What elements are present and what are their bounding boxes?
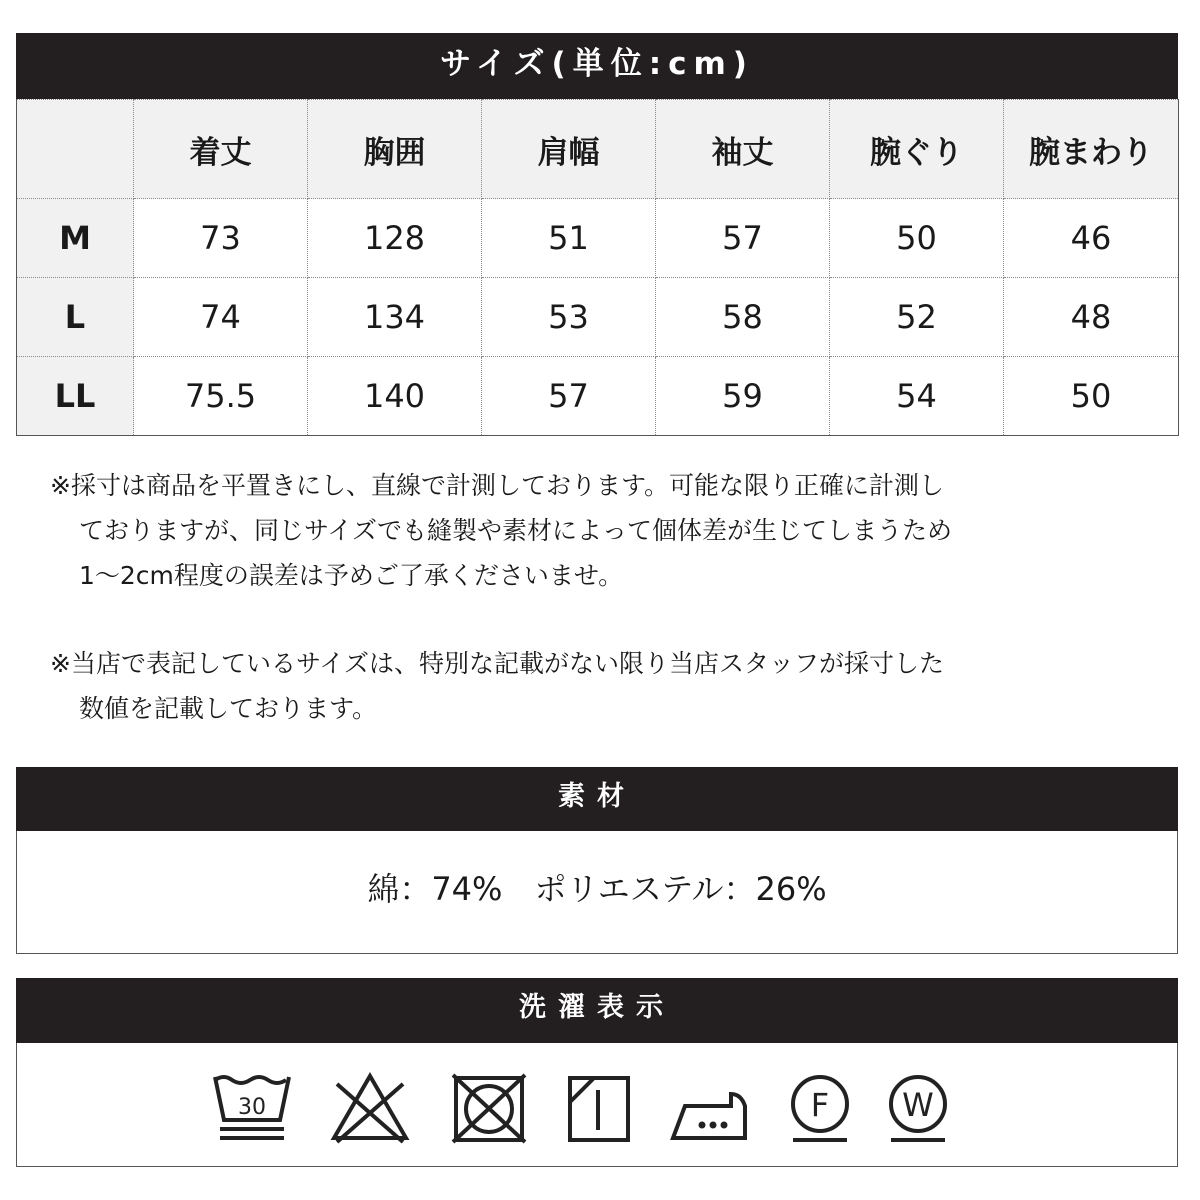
material-section-title: 素材 — [16, 767, 1178, 831]
size-table-header-row — [17, 100, 1179, 199]
size-notation-note — [50, 641, 944, 731]
wash-30-icon — [212, 1072, 292, 1144]
size-label: L — [17, 278, 134, 357]
table-cell: 50 — [1004, 357, 1179, 436]
dry-clean-label: F — [810, 1086, 830, 1124]
table-cell: 53 — [482, 278, 656, 357]
wet-clean-w-icon — [887, 1072, 949, 1144]
care-section-title: 洗濯表示 — [16, 978, 1178, 1043]
size-label: M — [17, 199, 134, 278]
table-cell: 74 — [134, 278, 308, 357]
line-dry-shade-icon — [566, 1072, 634, 1144]
size-section-title: サイズ(単位:cm) — [16, 33, 1178, 99]
column-header: 着丈 — [134, 100, 308, 199]
column-header: 肩幅 — [482, 100, 656, 199]
note-line: 数値を記載しております。 — [79, 694, 378, 723]
wet-clean-label: W — [902, 1086, 934, 1124]
column-header: 腕まわり — [1004, 100, 1179, 199]
material-box — [16, 831, 1178, 954]
size-table — [16, 99, 1179, 436]
note-line: 1～2cm程度の誤差は予めご了承くださいませ。 — [79, 561, 624, 590]
table-cell: 52 — [830, 278, 1004, 357]
table-cell: 58 — [656, 278, 830, 357]
note-line: ておりますが、同じサイズでも縫製や素材によって個体差が生じてしまうため — [79, 516, 953, 545]
material-composition: 綿：74% ポリエステル：26% — [367, 870, 827, 908]
dry-clean-f-icon — [789, 1072, 851, 1144]
table-cell: 59 — [656, 357, 830, 436]
header-corner — [17, 100, 134, 199]
table-cell: 140 — [308, 357, 482, 436]
table-cell: 51 — [482, 199, 656, 278]
table-row — [17, 357, 1179, 436]
note-line: ※採寸は商品を平置きにし、直線で計測しております。可能な限り正確に計測し — [50, 471, 944, 500]
table-cell: 134 — [308, 278, 482, 357]
no-bleach-icon — [329, 1072, 411, 1144]
column-header: 胸囲 — [308, 100, 482, 199]
table-cell: 128 — [308, 199, 482, 278]
table-cell: 54 — [830, 357, 1004, 436]
size-label: LL — [17, 357, 134, 436]
column-header: 腕ぐり — [830, 100, 1004, 199]
table-cell: 48 — [1004, 278, 1179, 357]
wash-temp-label: 30 — [238, 1095, 266, 1120]
table-cell: 75.5 — [134, 357, 308, 436]
table-cell: 57 — [482, 357, 656, 436]
table-cell: 57 — [656, 199, 830, 278]
table-cell: 50 — [830, 199, 1004, 278]
table-row — [17, 199, 1179, 278]
measurement-note — [50, 463, 952, 598]
table-cell: 73 — [134, 199, 308, 278]
no-tumble-dry-icon — [451, 1072, 529, 1144]
column-header: 袖丈 — [656, 100, 830, 199]
note-line: ※当店で表記しているサイズは、特別な記載がない限り当店スタッフが採寸した — [50, 649, 944, 678]
iron-low-icon — [669, 1072, 751, 1144]
table-cell: 46 — [1004, 199, 1179, 278]
table-row — [17, 278, 1179, 357]
